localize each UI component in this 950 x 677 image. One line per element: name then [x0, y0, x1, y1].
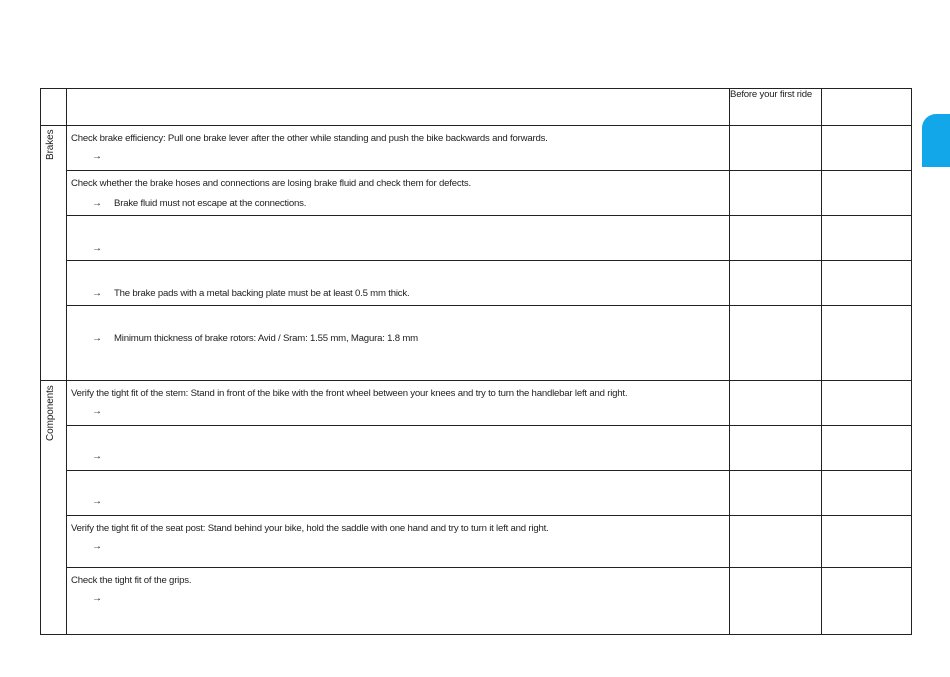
arrow-right-icon: →	[92, 451, 102, 462]
chapter-tab-marker	[922, 114, 950, 167]
task-text	[67, 216, 729, 234]
checkbox-cell-extra[interactable]	[822, 306, 912, 381]
header-task-cell	[67, 89, 730, 126]
note-line	[67, 333, 729, 344]
arrow-right-icon: →	[92, 496, 102, 507]
checkbox-cell-first-ride[interactable]	[730, 568, 822, 635]
table-row	[41, 516, 912, 568]
section-components-cell	[41, 381, 67, 635]
task-text	[67, 426, 729, 444]
note-line	[67, 451, 729, 462]
task-text	[67, 261, 729, 279]
task-cell	[67, 216, 730, 261]
note-line	[67, 288, 729, 299]
table-row	[41, 568, 912, 635]
checkbox-cell-extra[interactable]	[822, 426, 912, 471]
task-cell	[67, 261, 730, 306]
section-brakes-cell	[41, 126, 67, 381]
section-label-brakes: Brakes	[45, 129, 56, 160]
arrow-right-icon: →	[92, 288, 102, 299]
task-cell	[67, 381, 730, 426]
task-cell	[67, 171, 730, 216]
task-text: Verify the tight fit of the stem: Stand in front of the bike with the front wheel between your knees and try to turn the handlebar left and right.	[71, 388, 628, 399]
table-row	[41, 381, 912, 426]
checkbox-cell-first-ride[interactable]	[730, 426, 822, 471]
checkbox-cell-extra[interactable]	[822, 171, 912, 216]
task-cell	[67, 306, 730, 381]
task-text: Check whether the brake hoses and connections are losing brake fluid and check them for defects.	[71, 178, 471, 189]
checkbox-cell-extra[interactable]	[822, 568, 912, 635]
table-row	[41, 426, 912, 471]
arrow-right-icon: →	[92, 406, 102, 417]
task-cell	[67, 426, 730, 471]
task-text: Check brake efficiency: Pull one brake lever after the other while standing and push the bike backwards and forwards.	[71, 133, 548, 144]
note-line	[67, 151, 729, 162]
note-line	[67, 198, 729, 209]
task-cell	[67, 516, 730, 568]
checkbox-cell-extra[interactable]	[822, 471, 912, 516]
task-cell	[67, 471, 730, 516]
table-row	[41, 171, 912, 216]
checklist-table	[40, 88, 912, 635]
arrow-right-icon: →	[92, 243, 102, 254]
note-text: Minimum thickness of brake rotors: Avid / Sram: 1.55 mm, Magura: 1.8 mm	[114, 333, 418, 344]
arrow-right-icon: →	[92, 593, 102, 604]
task-text: Verify the tight fit of the seat post: Stand behind your bike, hold the saddle with one hand and try to turn it left and right.	[71, 523, 549, 534]
checkbox-cell-first-ride[interactable]	[730, 171, 822, 216]
task-cell	[67, 568, 730, 635]
checkbox-cell-first-ride[interactable]	[730, 471, 822, 516]
checkbox-cell-first-ride[interactable]	[730, 216, 822, 261]
note-line	[67, 243, 729, 254]
header-section-cell	[41, 89, 67, 126]
task-text	[67, 471, 729, 489]
note-text: The brake pads with a metal backing plate must be at least 0.5 mm thick.	[114, 288, 410, 299]
table-row	[41, 261, 912, 306]
checkbox-cell-extra[interactable]	[822, 381, 912, 426]
arrow-right-icon: →	[92, 541, 102, 552]
checkbox-cell-first-ride[interactable]	[730, 126, 822, 171]
checkbox-cell-extra[interactable]	[822, 261, 912, 306]
arrow-right-icon: →	[92, 151, 102, 162]
table-row	[41, 306, 912, 381]
header-extra-cell	[822, 89, 912, 126]
task-cell	[67, 126, 730, 171]
checkbox-cell-extra[interactable]	[822, 216, 912, 261]
section-label-components: Components	[45, 385, 56, 441]
checkbox-cell-extra[interactable]	[822, 516, 912, 568]
note-line	[67, 541, 729, 552]
task-text	[67, 306, 729, 324]
checkbox-cell-extra[interactable]	[822, 126, 912, 171]
task-text: Check the tight fit of the grips.	[71, 575, 192, 586]
arrow-right-icon: →	[92, 333, 102, 344]
checkbox-cell-first-ride[interactable]	[730, 261, 822, 306]
note-line	[67, 593, 729, 604]
arrow-right-icon: →	[92, 198, 102, 209]
header-before-first-ride: Before your first ride	[730, 89, 822, 126]
table-row	[41, 471, 912, 516]
table-row	[41, 126, 912, 171]
note-text: Brake fluid must not escape at the connections.	[114, 198, 307, 209]
header-row	[41, 89, 912, 126]
checkbox-cell-first-ride[interactable]	[730, 381, 822, 426]
note-line	[67, 406, 729, 417]
checkbox-cell-first-ride[interactable]	[730, 516, 822, 568]
checkbox-cell-first-ride[interactable]	[730, 306, 822, 381]
table-row	[41, 216, 912, 261]
note-line	[67, 496, 729, 507]
